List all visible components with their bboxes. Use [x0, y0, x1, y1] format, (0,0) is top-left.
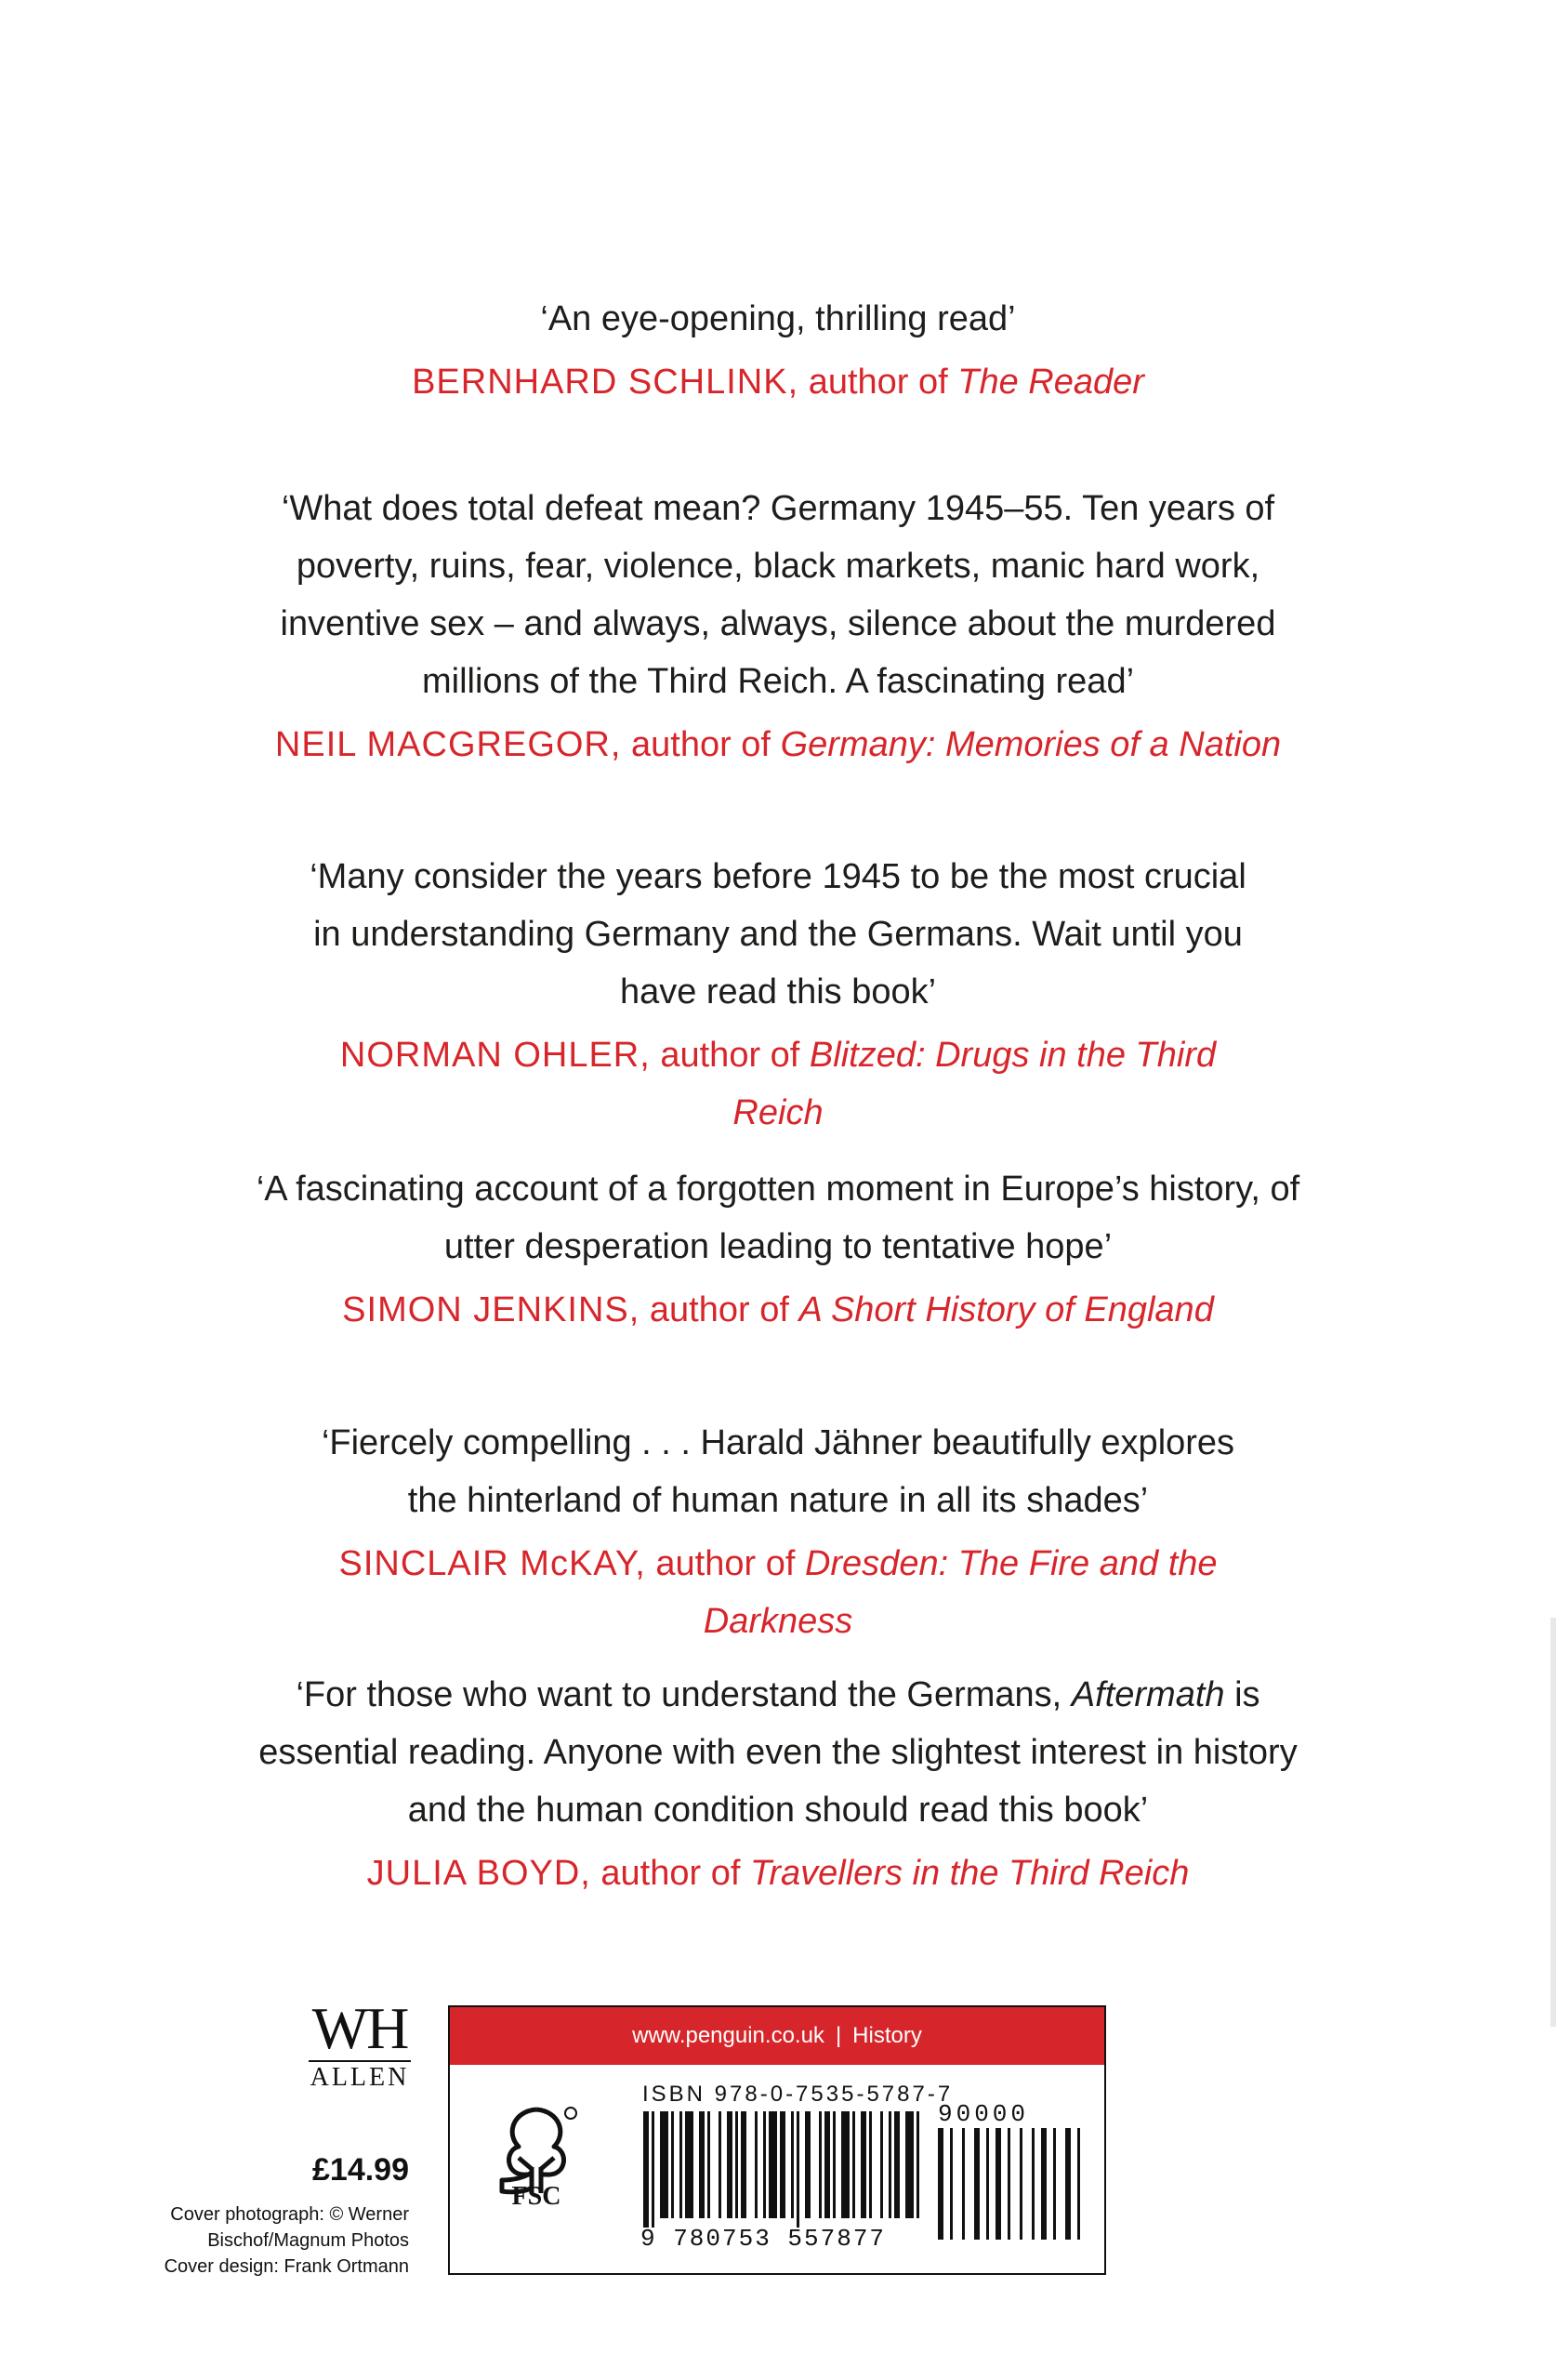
addon-bar	[962, 2128, 965, 2240]
blurb-macgregor	[223, 480, 1333, 774]
barcode-bar	[707, 2111, 710, 2218]
addon-bar	[1041, 2128, 1047, 2240]
barcode-header	[450, 2007, 1104, 2065]
author-of-text: author of	[650, 1036, 810, 1075]
barcode-bar	[671, 2111, 674, 2218]
barcode-bar	[699, 2111, 705, 2218]
book-title: Dresden: The Fire and the Darkness	[703, 1544, 1218, 1641]
barcode-bar	[679, 2111, 682, 2218]
addon-digits: 90000	[938, 2100, 1030, 2128]
publisher-logo-bottom: ALLEN	[309, 2060, 411, 2092]
reviewer-name: BERNHARD SCHLINK,	[412, 363, 799, 402]
blurb-quote: ‘Fiercely compelling . . . Harald Jähner beautifully explores the hinterland of human nature in all its shades’	[321, 1423, 1235, 1520]
author-of-text: author of	[590, 1854, 750, 1893]
blurb-attribution	[297, 1535, 1259, 1650]
barcode-bar	[719, 2111, 721, 2218]
addon-bar	[996, 2128, 1001, 2240]
credit-line: Bischof/Magnum Photos	[207, 2230, 409, 2251]
barcode-bar	[833, 2111, 836, 2218]
addon-bar	[1020, 2128, 1022, 2240]
barcode-bar	[735, 2111, 738, 2218]
reviewer-name: NORMAN OHLER,	[339, 1036, 651, 1075]
blurb-schlink	[186, 290, 1370, 411]
edge-shadow	[1550, 1618, 1556, 2027]
barcode-bar	[894, 2111, 900, 2218]
credit-line: Cover design: Frank Ortmann	[164, 2256, 409, 2277]
reviewer-name: JULIA BOYD,	[366, 1854, 591, 1893]
barcode-bar	[727, 2111, 732, 2218]
author-of-text: author of	[798, 363, 958, 402]
barcode-bar	[780, 2111, 785, 2218]
separator: |	[835, 2023, 842, 2048]
blurb-attribution	[223, 716, 1333, 774]
barcode-bar	[841, 2111, 850, 2218]
blurb-attribution	[186, 353, 1370, 411]
blurb-quote: ‘Many consider the years before 1945 to be the most crucial in understanding Germany and the Germans. Wait until you have read this book’	[310, 857, 1246, 1012]
book-title: A Short History of England	[798, 1290, 1214, 1329]
author-of-text: author of	[645, 1544, 805, 1583]
barcode-bar	[861, 2111, 866, 2218]
blurb-quote: ‘An eye-opening, thrilling read’	[540, 299, 1016, 338]
blurb-quote: ‘A fascinating account of a forgotten moment in Europe’s history, of utter desperation leading to tentative hope’	[256, 1170, 1300, 1266]
barcode-panel	[448, 2005, 1106, 2275]
barcode-bar	[852, 2111, 855, 2218]
blurb-quote	[251, 1666, 1305, 1839]
price: £14.99	[312, 2152, 409, 2188]
addon-bar	[1008, 2128, 1010, 2240]
blurb-attribution	[251, 1281, 1305, 1339]
barcode-bar	[916, 2111, 919, 2218]
barcode-bar	[769, 2111, 777, 2218]
barcode-bar	[685, 2111, 693, 2218]
barcode-bar	[819, 2111, 822, 2218]
author-of-text: author of	[621, 725, 781, 764]
book-title: Germany: Memories of a Nation	[780, 725, 1282, 764]
blurb-attribution	[251, 1844, 1305, 1902]
cover-credits	[112, 2202, 409, 2280]
blurb-jenkins	[251, 1160, 1305, 1339]
barcode-bar	[797, 2111, 799, 2228]
addon-bar	[1053, 2128, 1056, 2240]
barcode-bar	[643, 2111, 649, 2228]
reviewer-name: SIMON JENKINS,	[342, 1290, 640, 1329]
addon-bar	[1065, 2128, 1071, 2240]
book-title: The Reader	[957, 363, 1144, 402]
isbn-number: ISBN 978-0-7535-5787-7	[642, 2082, 954, 2107]
blurb-ohler	[297, 848, 1259, 1142]
addon-bar	[950, 2128, 953, 2240]
quote-text: ‘For those who want to understand the Germans,	[296, 1675, 1072, 1714]
barcode-bar	[763, 2111, 766, 2218]
barcode-bar	[905, 2111, 914, 2218]
reviewer-name: NEIL MACGREGOR,	[274, 725, 622, 764]
barcode-bar	[741, 2111, 746, 2218]
fsc-label: FSC	[511, 2182, 561, 2211]
barcode-bar	[889, 2111, 891, 2218]
barcode-digits: 9 780753 557877	[640, 2225, 887, 2253]
blurb-quote: ‘What does total defeat mean? Germany 1945–55. Ten years of poverty, ruins, fear, violence, black markets, manic hard work, inventive sex – and always, always, silence about the murdered millions of the Third Reich. A fascinating read’	[280, 489, 1276, 701]
addon-bar	[938, 2128, 943, 2240]
quote-book-title: Aftermath	[1071, 1675, 1225, 1714]
barcode-bar	[824, 2111, 830, 2218]
addon-bar	[1077, 2128, 1080, 2240]
addon-bar	[986, 2128, 989, 2240]
barcode-bar	[791, 2111, 794, 2218]
publisher-logo-top: WH	[311, 1995, 408, 2061]
category-label: History	[852, 2023, 922, 2048]
quote-text: is essential reading. Anyone with even the slightest interest in history and the human condition should read this book’	[258, 1675, 1298, 1830]
blurb-boyd	[251, 1666, 1305, 1902]
author-of-text: author of	[640, 1290, 799, 1329]
addon-bar	[1032, 2128, 1035, 2240]
publisher-logo	[309, 1995, 411, 2092]
barcode-bar	[755, 2111, 758, 2218]
website-link: www.penguin.co.uk	[632, 2023, 824, 2048]
reviewer-name: SINCLAIR McKAY,	[338, 1544, 646, 1583]
credit-line: Cover photograph: © Werner	[170, 2204, 409, 2225]
barcode-bar	[880, 2111, 883, 2218]
addon-bar	[974, 2128, 980, 2240]
blurb-mckay	[297, 1414, 1259, 1650]
blurb-attribution	[297, 1026, 1259, 1142]
barcode-bar	[660, 2111, 668, 2218]
book-title: Travellers in the Third Reich	[749, 1854, 1190, 1893]
barcode-bar	[869, 2111, 872, 2218]
barcode-bar	[805, 2111, 811, 2218]
barcode-bar	[652, 2111, 654, 2228]
book-title: Blitzed: Drugs in the Third Reich	[732, 1036, 1217, 1132]
